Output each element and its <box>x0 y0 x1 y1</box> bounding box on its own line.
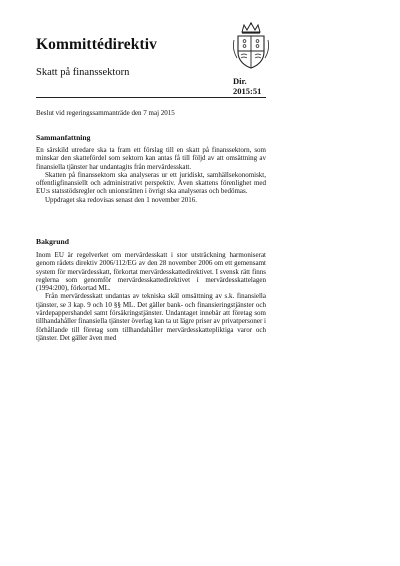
background-body <box>36 251 266 342</box>
summary-heading: Sammanfattning <box>36 133 91 142</box>
background-paragraph: Inom EU är regelverket om mervärdesskatt i stor utsträckning harmoniserat genom rådets direktiv 2006/112/EG av den 28 november 2006 om ett gemensamt system för mervärdesskatt, förkortat mervärdesskattedirektivet. I svensk rätt finns reglerna som genomför mervärdesskattedirektivet i mervärdesskattelagen (1994:200), förkortad ML. <box>36 251 266 293</box>
document-subtitle: Skatt på finanssektorn <box>36 67 130 78</box>
document-title: Kommittédirektiv <box>36 36 157 53</box>
directive-code: 2015:51 <box>233 86 262 96</box>
swedish-royal-crest-icon <box>232 22 270 70</box>
directive-number <box>233 76 261 96</box>
directive-label: Dir. <box>233 76 247 86</box>
summary-paragraph: En särskild utredare ska ta fram ett förslag till en skatt på finanssektorn, som minskar den skattefördel som sektorn kan antas få till följd av att omsättning av finansiella tjänster har undantagits från mervärdesskatt. <box>36 146 266 171</box>
header-divider <box>36 97 266 98</box>
summary-paragraph: Skatten på finanssektorn ska analyseras ur ett juridiskt, samhällsekonomiskt, offentligfinansiellt och administrativt perspektiv. Även skattens förenlighet med EU:s statsstödsregler och unionsrätten i övrigt ska analyseras och bedömas. <box>36 170 266 196</box>
decision-line: Beslut vid regeringssammanträde den 7 maj 2015 <box>36 109 175 117</box>
background-paragraph: Från mervärdesskatt undantas av tekniska skäl omsättning av s.k. finansiella tjänster, se 3 kap. 9 och 10 §§ ML. Det gäller bank- och finansieringstjänster och värdepappershandel samt försäkringstjänster. Undantaget innebär att företag som tillhandahåller finansiella tjänster överlag kan ta ut lägre priser av privatpersoner i förhållande till företag som tillhandahåller mervärdesskattepliktiga varor och tjänster. Det gäller även med <box>36 292 266 342</box>
background-heading: Bakgrund <box>36 237 69 246</box>
summary-paragraph: Uppdraget ska redovisas senast den 1 november 2016. <box>45 195 198 204</box>
summary-body <box>36 146 266 204</box>
